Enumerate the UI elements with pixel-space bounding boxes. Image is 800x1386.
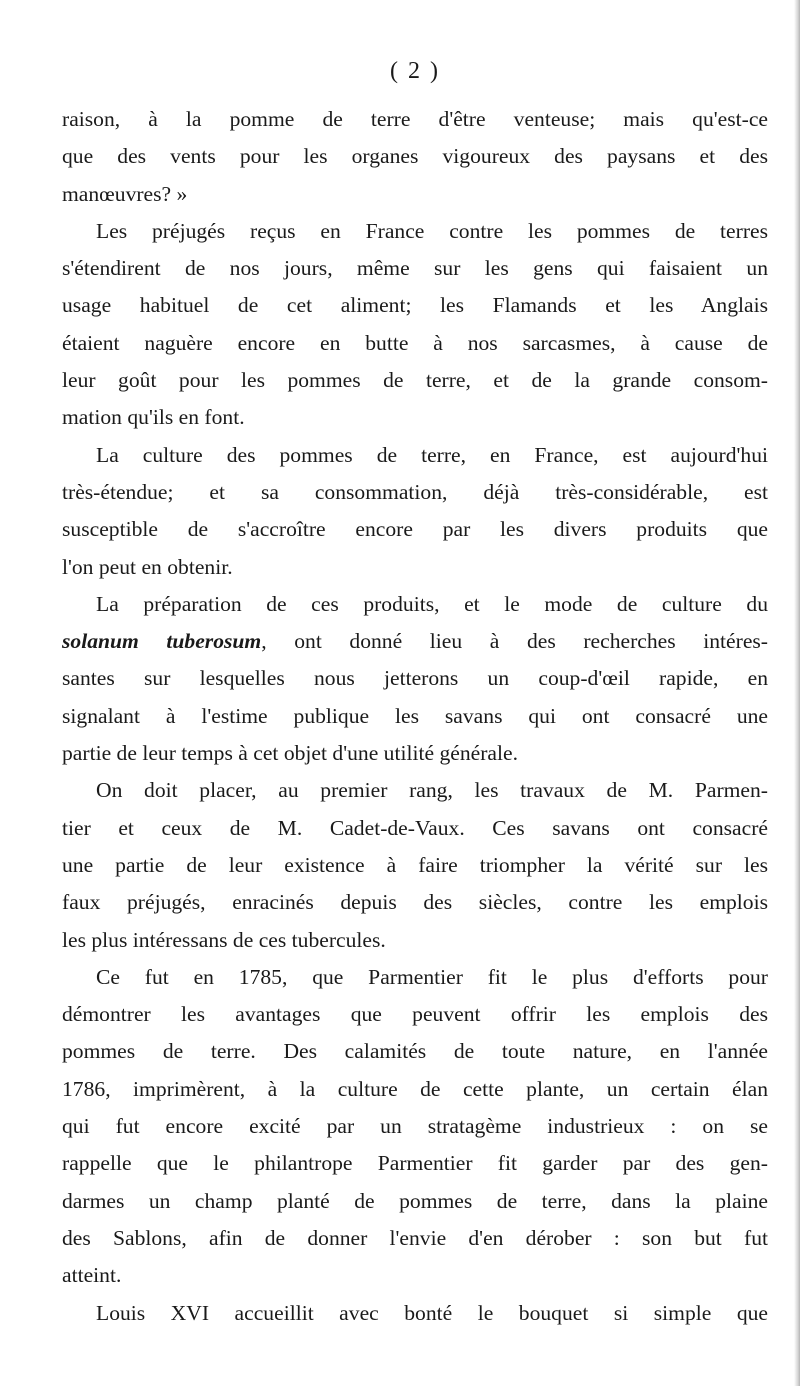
- paragraph-2: [62, 213, 768, 437]
- text-line: santes sur lesquelles nous jetterons un coup-d'œil rapide, en: [62, 666, 768, 691]
- document-page: [62, 58, 768, 1332]
- text-line-italic-lead: solanum tuberosum, ont donné lieu à des recherches intéres-: [62, 629, 768, 654]
- text-line: très-étendue; et sa consommation, déjà très-considérable, est: [62, 479, 768, 504]
- text-line: étaient naguère encore en butte à nos sarcasmes, à cause de: [62, 330, 768, 355]
- text-line: les plus intéressans de ces tubercules.: [62, 927, 386, 952]
- text-line: une partie de leur existence à faire triompher la vérité sur les: [62, 852, 768, 877]
- text-line: darmes un champ planté de pommes de terre, dans la plaine: [62, 1188, 768, 1213]
- text-line: faux préjugés, enracinés depuis des siècles, contre les emplois: [62, 890, 768, 915]
- text-line: s'étendirent de nos jours, même sur les gens qui faisaient un: [62, 256, 768, 281]
- text-line: partie de leur temps à cet objet d'une utilité générale.: [62, 741, 518, 766]
- text-line: usage habituel de cet aliment; les Flamands et les Anglais: [62, 293, 768, 318]
- text-line: signalant à l'estime publique les savans qui ont consacré une: [62, 703, 768, 728]
- text-line: Louis XVI accueillit avec bonté le bouquet si simple que: [96, 1300, 768, 1325]
- text-line: que des vents pour les organes vigoureux des paysans et des: [62, 144, 768, 169]
- latin-species-name: solanum tuberosum: [62, 629, 262, 654]
- page-number: ( 2 ): [390, 58, 440, 84]
- text-line: pommes de terre. Des calamités de toute nature, en l'année: [62, 1039, 768, 1064]
- paragraph-6: [62, 959, 768, 1295]
- text-line: On doit placer, au premier rang, les travaux de M. Parmen-: [96, 778, 768, 803]
- text-line: La préparation de ces produits, et le mode de culture du: [96, 591, 768, 616]
- text-line: manœuvres? »: [62, 181, 188, 206]
- text-line: des Sablons, afin de donner l'envie d'en dérober : son but fut: [62, 1225, 768, 1250]
- text-line: Ce fut en 1785, que Parmentier fit le plus d'efforts pour: [96, 964, 768, 989]
- paragraph-4: [62, 586, 768, 772]
- text-line: atteint.: [62, 1263, 122, 1288]
- paragraph-5: [62, 772, 768, 958]
- text-line: tier et ceux de M. Cadet-de-Vaux. Ces savans ont consacré: [62, 815, 768, 840]
- text-line: qui fut encore excité par un stratagème industrieux : on se: [62, 1114, 768, 1139]
- text-line: démontrer les avantages que peuvent offrir les emplois des: [62, 1002, 768, 1027]
- text-line: mation qu'ils en font.: [62, 405, 245, 430]
- paragraph-3: [62, 437, 768, 586]
- paragraph-1: [62, 101, 768, 213]
- text-line: l'on peut en obtenir.: [62, 554, 233, 579]
- text-line: leur goût pour les pommes de terre, et de la grande consom-: [62, 368, 768, 393]
- text-line: raison, à la pomme de terre d'être venteuse; mais qu'est-ce: [62, 107, 768, 131]
- text-line: susceptible de s'accroître encore par les divers produits que: [62, 517, 768, 542]
- paragraph-7: [62, 1295, 768, 1332]
- text-line: 1786, imprimèrent, à la culture de cette plante, un certain élan: [62, 1076, 768, 1101]
- text-line: Les préjugés reçus en France contre les pommes de terres: [96, 218, 768, 243]
- page-edge-shadow: [794, 0, 800, 1386]
- text-line: rappelle que le philantrope Parmentier fit garder par des gen-: [62, 1151, 768, 1176]
- text-line: La culture des pommes de terre, en France, est aujourd'hui: [96, 442, 768, 467]
